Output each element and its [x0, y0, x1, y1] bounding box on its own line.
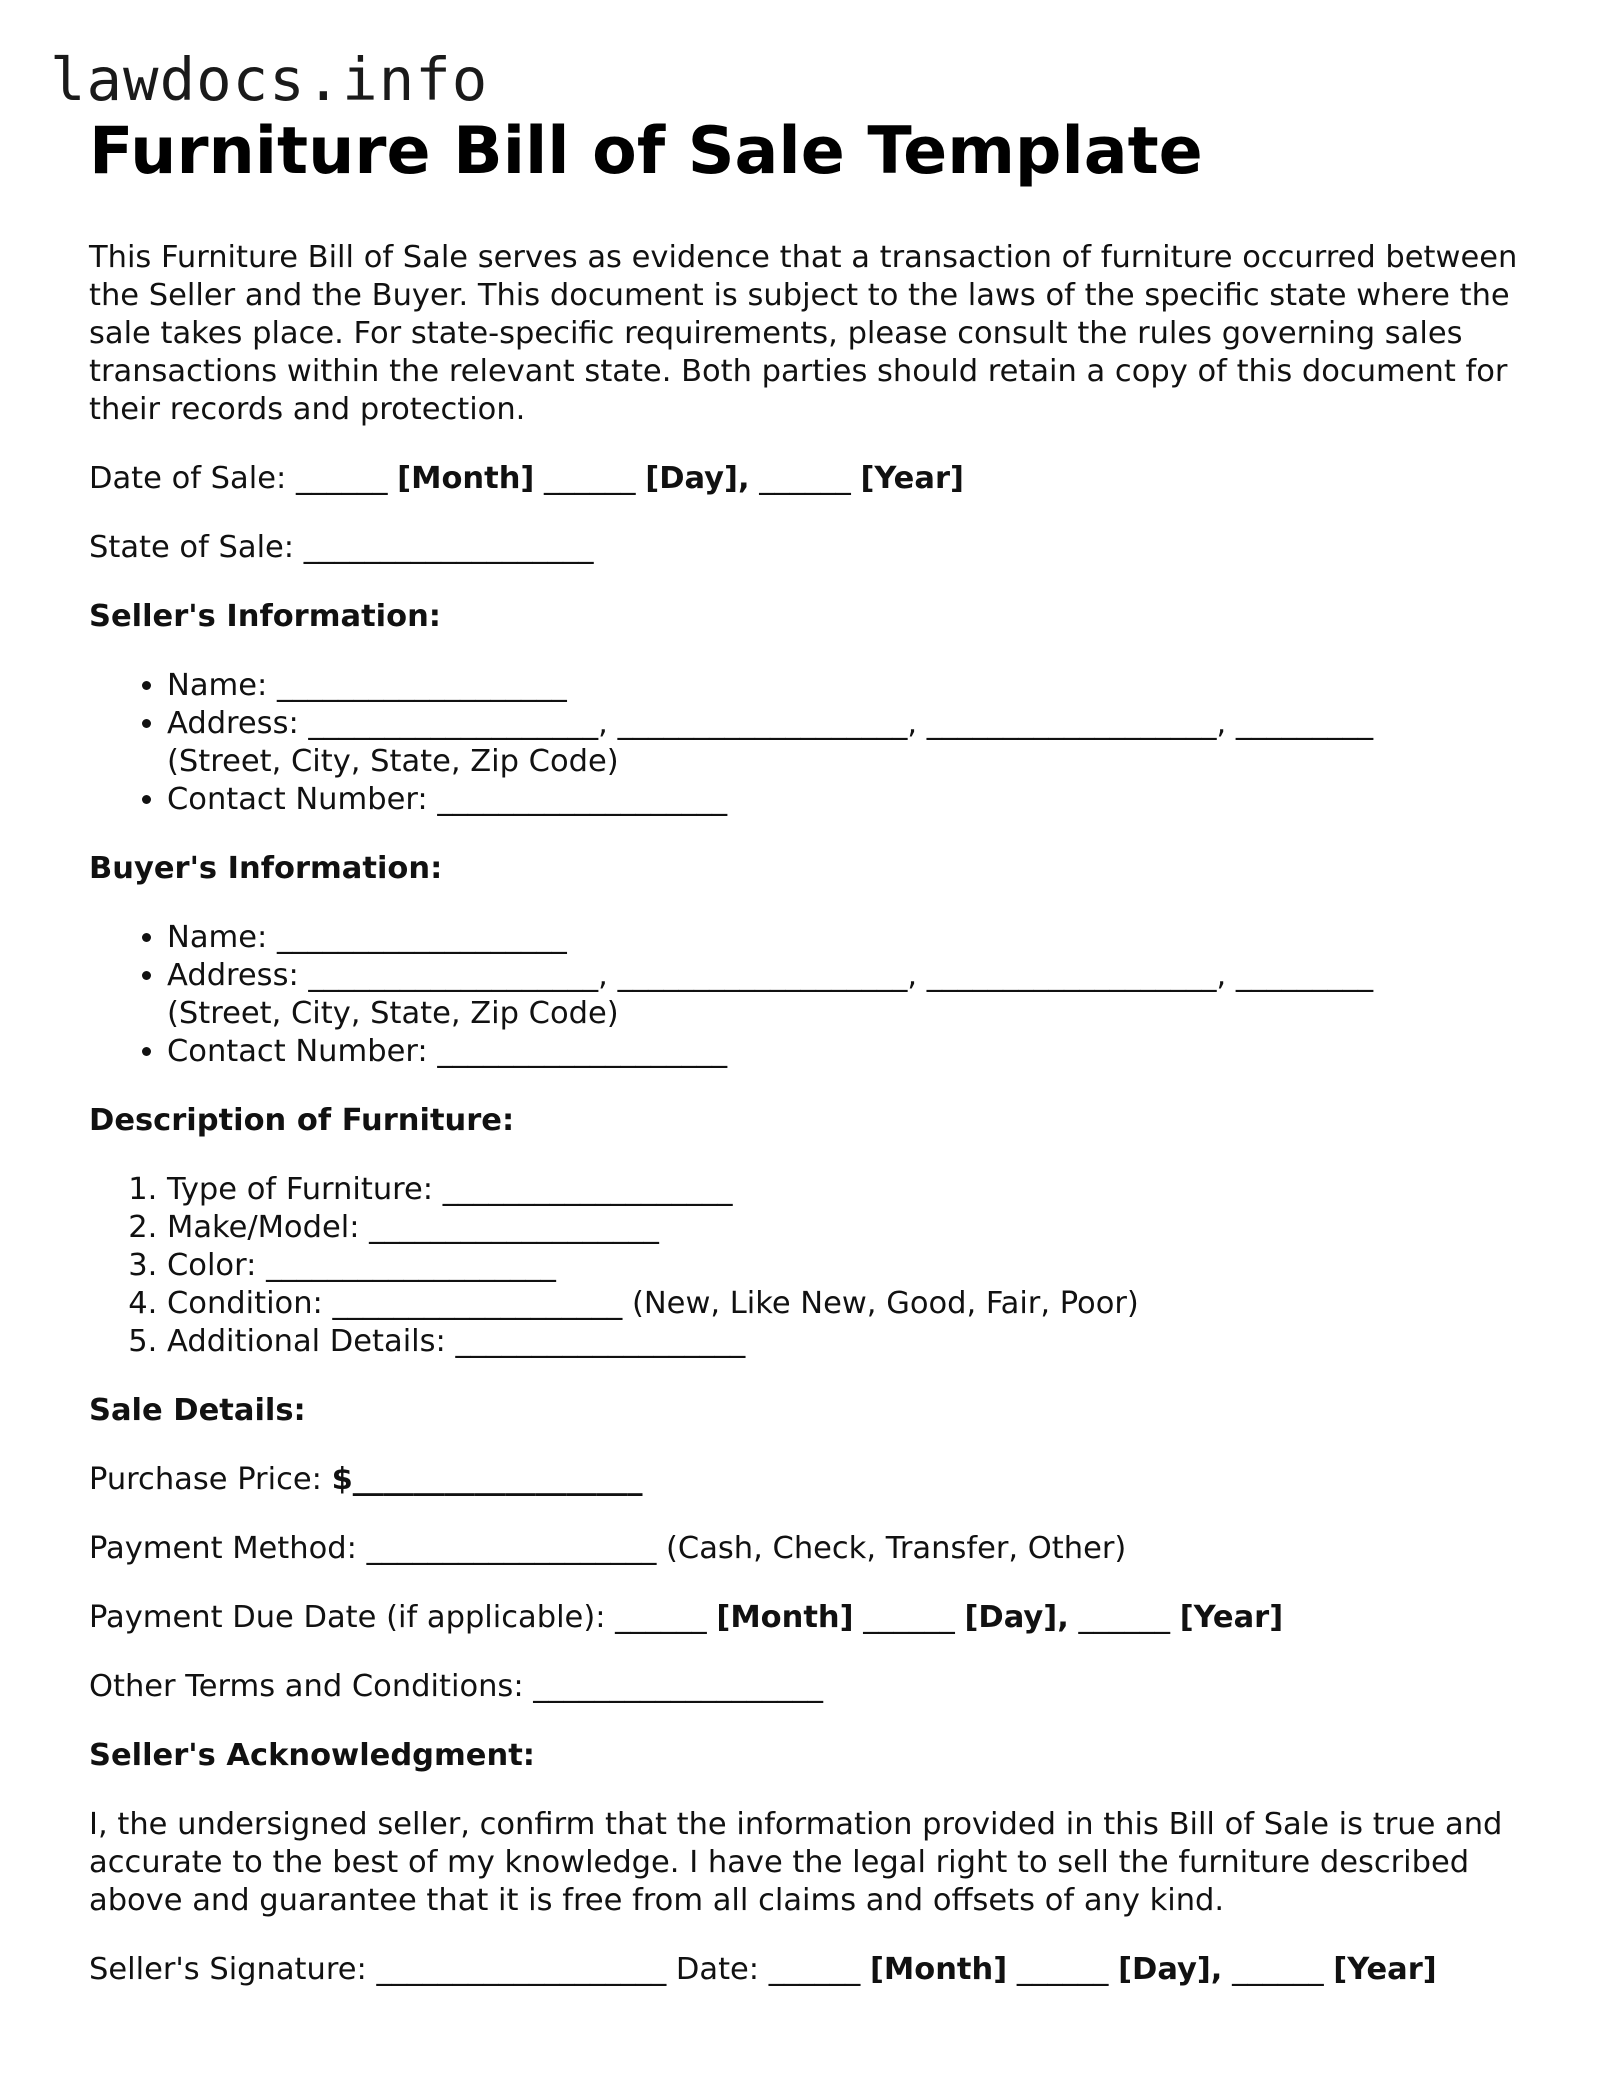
date-of-sale-year: [Year]	[860, 461, 964, 496]
buyer-name-item: • Name: ___________________	[167, 919, 1529, 957]
site-watermark: lawdocs.info	[50, 45, 489, 114]
payment-method-line: Payment Method: ___________________ (Cash, Check, Transfer, Other)	[89, 1531, 1127, 1566]
state-of-sale-line: State of Sale: ___________________	[89, 530, 594, 565]
date-of-sale-month: [Month]	[397, 461, 535, 496]
payment-due-date-month: [Month]	[716, 1600, 854, 1635]
date-of-sale-sep1: ______	[534, 461, 646, 496]
purchase-price-value: $___________________	[331, 1462, 643, 1497]
seller-contact-item: • Contact Number: ___________________	[167, 781, 1529, 819]
payment-due-date-sep2: ______	[1068, 1600, 1180, 1635]
date-of-sale-label: Date of Sale: ______	[89, 461, 398, 496]
seller-acknowledgment-heading: Seller's Acknowledgment:	[89, 1738, 535, 1773]
furniture-additional-details-item: 5. Additional Details: ___________________	[167, 1323, 1529, 1361]
other-terms-line: Other Terms and Conditions: ___________________	[89, 1669, 824, 1704]
seller-info-list	[89, 667, 1529, 819]
purchase-price-label: Purchase Price:	[89, 1462, 332, 1497]
payment-due-date-sep1: ______	[853, 1600, 965, 1635]
buyer-contact-item: • Contact Number: ___________________	[167, 1033, 1529, 1071]
seller-address-line: Address: ___________________, ___________________, ___________________, _________	[167, 706, 1374, 741]
document-title: Furniture Bill of Sale Template	[89, 114, 1203, 189]
sale-details-heading: Sale Details:	[89, 1393, 306, 1428]
purchase-price-line	[89, 1461, 1529, 1499]
buyer-info-heading: Buyer's Information:	[89, 851, 443, 886]
seller-signature-month: [Month]	[869, 1952, 1008, 1987]
seller-signature-sep2: ______	[1222, 1952, 1334, 1987]
seller-signature-label: Seller's Signature: ___________________ Date: ______	[89, 1952, 870, 1987]
furniture-type-item: 1. Type of Furniture: ___________________	[167, 1171, 1529, 1209]
payment-due-date-line	[89, 1599, 1529, 1637]
payment-due-date-day: [Day],	[964, 1600, 1069, 1635]
seller-info-heading: Seller's Information:	[89, 599, 441, 634]
intro-paragraph: This Furniture Bill of Sale serves as evidence that a transaction of furniture occurred between the Seller and the Buyer. This document is subject to the laws of the specific state where the sale takes place. For state-specific requirements, please consult the rules governing sales transactions within the relevant state. Both parties should retain a copy of this document for their records and protection.	[89, 240, 1518, 427]
date-of-sale-day: [Day],	[645, 461, 750, 496]
payment-due-date-label: Payment Due Date (if applicable): ______	[89, 1600, 717, 1635]
buyer-address-item	[167, 957, 1529, 1033]
furniture-description-heading: Description of Furniture:	[89, 1103, 515, 1138]
furniture-description-list	[89, 1171, 1529, 1361]
buyer-info-list	[89, 919, 1529, 1071]
date-of-sale-line	[89, 460, 1529, 498]
seller-address-item	[167, 705, 1529, 781]
seller-signature-sep1: ______	[1007, 1952, 1119, 1987]
furniture-make-model-item: 2. Make/Model: ___________________	[167, 1209, 1529, 1247]
payment-due-date-year: [Year]	[1179, 1600, 1284, 1635]
seller-address-hint: (Street, City, State, Zip Code)	[167, 744, 619, 779]
seller-signature-year: [Year]	[1333, 1952, 1437, 1987]
seller-name-item: • Name: ___________________	[167, 667, 1529, 705]
date-of-sale-sep2: ______	[749, 461, 861, 496]
seller-acknowledgment-text: I, the undersigned seller, confirm that the information provided in this Bill of Sale is true and accurate to the best of my knowledge. I have the legal right to sell the furniture described above and guarantee that it is free from all claims and offsets of any kind.	[89, 1807, 1503, 1918]
buyer-address-hint: (Street, City, State, Zip Code)	[167, 996, 619, 1031]
document-page	[89, 112, 1529, 1989]
furniture-color-item: 3. Color: ___________________	[167, 1247, 1529, 1285]
buyer-address-line: Address: ___________________, ___________________, ___________________, _________	[167, 958, 1374, 993]
seller-signature-day: [Day],	[1118, 1952, 1223, 1987]
furniture-condition-item: 4. Condition: ___________________ (New, Like New, Good, Fair, Poor)	[167, 1285, 1529, 1323]
seller-signature-line	[89, 1951, 1529, 1989]
